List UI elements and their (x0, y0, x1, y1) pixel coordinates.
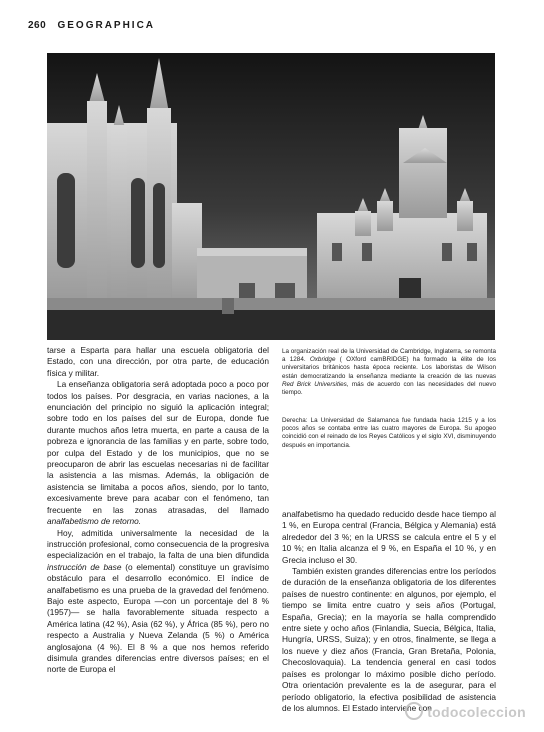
italic-term: instrucción de base (47, 561, 122, 572)
photo-caption-cambridge: La organización real de la Universidad de Cambridge, Inglaterra, se remonta a 1284. Oxbridge ( OXford camBRIDGE) ha formado la élite de los universitarios británicos hasta época reciente. Los laboristas de Wilson están democratizando la enseñanza mediante la creación de las nuevas Red Brick Universities, más de acuerdo con las necesidades del nuevo tiempo. (282, 348, 497, 397)
right-text-column (282, 509, 496, 714)
italic-term: Red Brick Universities, (282, 380, 349, 388)
photo-caption-salamanca: Derecha: La Universidad de Salamanca fue fundada hacia 1215 y a los pocos años se contaba entre las cuatro mayores de Europa. Su apogeo coincidió con el reinado de los Reyes Católicos y el siglo XVI, disminuyendo después en importancia. (282, 417, 496, 449)
italic-term: Oxbridge (309, 356, 336, 364)
paragraph: Hoy, admitida universalmente la necesidad de la instrucción profesional, como consecuencia de la progresiva especialización en el trabajo, la falta de una bien difundida instrucción de base (o elemental) constituye un gravísimo obstáculo para el desarrollo económico. El índice de analfabetismo es una prueba de la gravedad del fenómeno. Bajo este aspecto, Europa —con un porcentaje del 8 % (1957)— se halla favorablemente situada respecto a América latina (42 %), Asia (62 %), y África (85 %), pero no respecto a Australia y Nueva Zelanda (5 %) o América anglosajona (4 %). El 8 % a que nos hemos referido disimula grandes diferencias entre diversos países; en el norte de Europa el (47, 527, 269, 675)
section-title: GEOGRAPHICA (57, 20, 156, 31)
paragraph: analfabetismo ha quedado reducido desde hace tiempo al 1 %, en Europa central (Francia, Bélgica y Alemania) está alrededor del 3 %; en la URSS se calcula entre el 5 y el 10 %; en Italia alcanza el 9 %, en España el 10 %, y en Grecia incluso el 30. (282, 509, 496, 565)
watermark-icon (405, 702, 423, 720)
paragraph: La enseñanza obligatoria será adoptada poco a poco por todos los países. Por desgracia, en varias naciones, a la enunciación del principio no siguió la aplicación integral; sobre todo en los países del sur de Europa, donde fue durante muchos años letra muerta, en parte a causa de la pobreza e ignorancia de las familias y en parte, sobre todo, por culpa del Estado y de los municipios, que no se preocuparon de abrir las escuelas necesarias ni de facilitar la asistencia a las mismas. Además, la obligación de asistencia se limitaba a pocos años, siendo, por lo tanto, excesivamente breve para acabar con el fenómeno, tan frecuente en las zonas atrasadas, del llamado analfabetismo de retorno. (47, 379, 269, 527)
paragraph: tarse a Esparta para hallar una escuela obligatoria del Estado, con una dirección, por otra parte, de educación física y militar. (47, 345, 269, 378)
cambridge-photo-illustration (47, 53, 495, 340)
left-text-column (47, 345, 269, 676)
cambridge-photo (47, 53, 495, 340)
italic-term: analfabetismo de retorno. (47, 516, 142, 527)
page-number: 260 (28, 20, 47, 31)
watermark: todocoleccion (405, 702, 526, 720)
paragraph: También existen grandes diferencias entre los períodos de duración de la enseñanza obligatoria de los diferentes países de nuestro continente: en algunos, por ejemplo, el tiempo se limita entre cuatro y seis años (Portugal, España, Grecia); en la mayoría se halla comprendido entre siete y ocho años (Finlandia, Suecia, Bélgica, Italia, Hungría, URSS, Suiza); y en otros, finalmente, se llega a los nueve y diez años (Francia, Gran Bretaña, Polonia, Checoslovaquia). La tendencia general en casi todos países es prolongar lo máximo posible dicho período. Otra orientación prevalente es la de asegurar, para el período obligatorio, la efectiva posibilidad de asistencia de los alumnos. El Estado interviene con (282, 566, 496, 713)
page-header (28, 20, 155, 31)
